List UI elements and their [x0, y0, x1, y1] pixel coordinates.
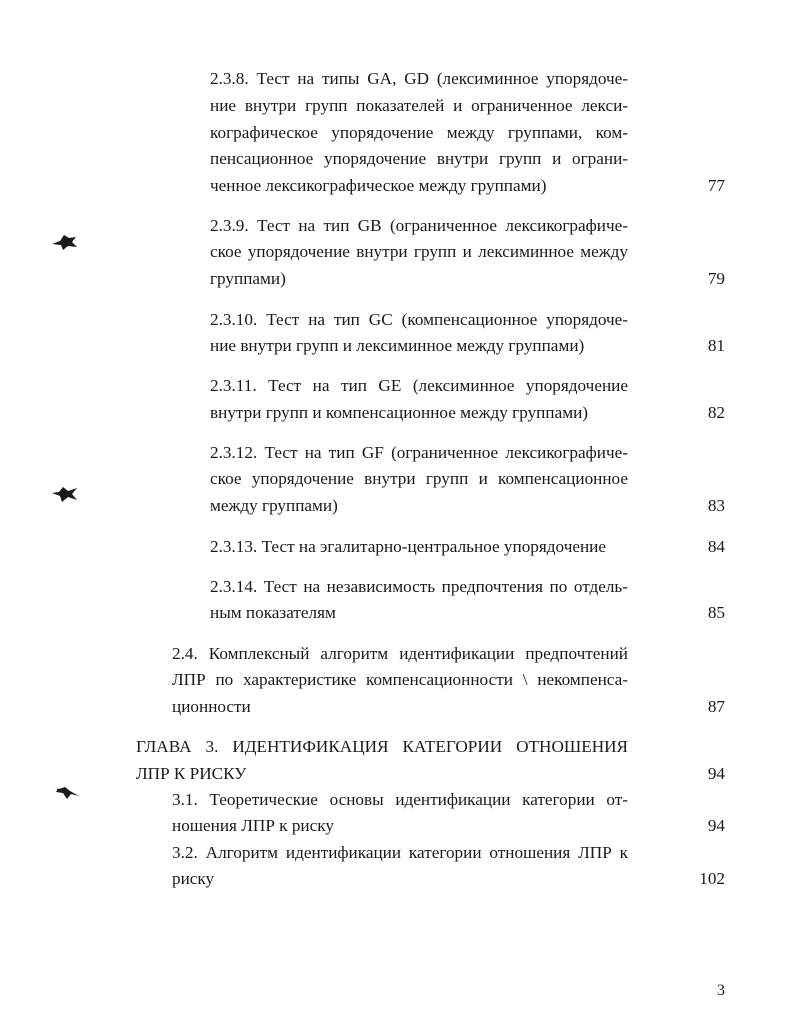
page-ref: 82 [707, 403, 725, 422]
toc-line: риску [172, 869, 215, 888]
toc-line: ние внутри групп и лексиминное между группами) [210, 336, 585, 355]
page-ref: 81 [707, 336, 725, 355]
page-ref: 94 [707, 816, 725, 835]
toc-line: 2.3.13. Тест на эгалитарно-центральное упорядочение [210, 537, 607, 556]
toc-line: 2.3.8. Тест на типы GA, GD (лексиминное упорядоче- [210, 69, 628, 88]
page-ref: 84 [707, 537, 725, 556]
toc-line: ское упорядочение внутри групп и компенсационное [210, 469, 628, 488]
toc-line: кографическое упорядочение между группами, ком- [210, 123, 628, 142]
toc-line: ние внутри групп показателей и ограниченное лекси- [210, 96, 628, 115]
chapter-title-line: ЛПР К РИСКУ [136, 764, 247, 783]
scan-mark-icon [50, 232, 80, 252]
toc-line: ционности [172, 697, 251, 716]
toc-line: группами) [210, 269, 286, 288]
chapter-title-line: ГЛАВА 3. ИДЕНТИФИКАЦИЯ КАТЕГОРИИ ОТНОШЕНИЯ [136, 737, 628, 756]
page-ref: 79 [707, 269, 725, 288]
toc-line: 2.3.10. Тест на тип GC (компенсационное упорядоче- [210, 310, 628, 329]
toc-line: ЛПР по характеристике компенсационности \ некомпенса- [172, 670, 628, 689]
toc-line: между группами) [210, 496, 338, 515]
scan-mark-icon [50, 484, 80, 504]
toc-line: ношения ЛПР к риску [172, 816, 334, 835]
scan-mark-icon [50, 780, 82, 802]
page-ref: 102 [699, 869, 725, 888]
page-number: 3 [717, 982, 725, 999]
page-ref: 94 [707, 764, 725, 783]
toc-line: ным показателям [210, 603, 336, 622]
toc-line: ское упорядочение внутри групп и лексиминное между [210, 242, 628, 261]
toc-line: 2.3.12. Тест на тип GF (ограниченное лексикографиче- [210, 443, 628, 462]
toc-line: 2.3.11. Тест на тип GE (лексиминное упорядочение [210, 376, 628, 395]
toc-line: 2.3.14. Тест на независимость предпочтения по отдель- [210, 577, 628, 596]
toc-line: 2.4. Комплексный алгоритм идентификации предпочтений [172, 644, 628, 663]
toc-line: ченное лексикографическое между группами) [210, 176, 547, 195]
toc-line: 2.3.9. Тест на тип GB (ограниченное лексикографиче- [210, 216, 628, 235]
toc-line: 3.2. Алгоритм идентификации категории отношения ЛПР к [172, 843, 628, 862]
toc-line: 3.1. Теоретические основы идентификации категории от- [172, 790, 628, 809]
page-ref: 87 [707, 697, 725, 716]
page-ref: 77 [707, 176, 725, 195]
toc-line: пенсационное упорядочение внутри групп и ограни- [210, 149, 628, 168]
page-ref: 83 [707, 496, 725, 515]
page-ref: 85 [707, 603, 725, 622]
toc-line: внутри групп и компенсационное между группами) [210, 403, 588, 422]
